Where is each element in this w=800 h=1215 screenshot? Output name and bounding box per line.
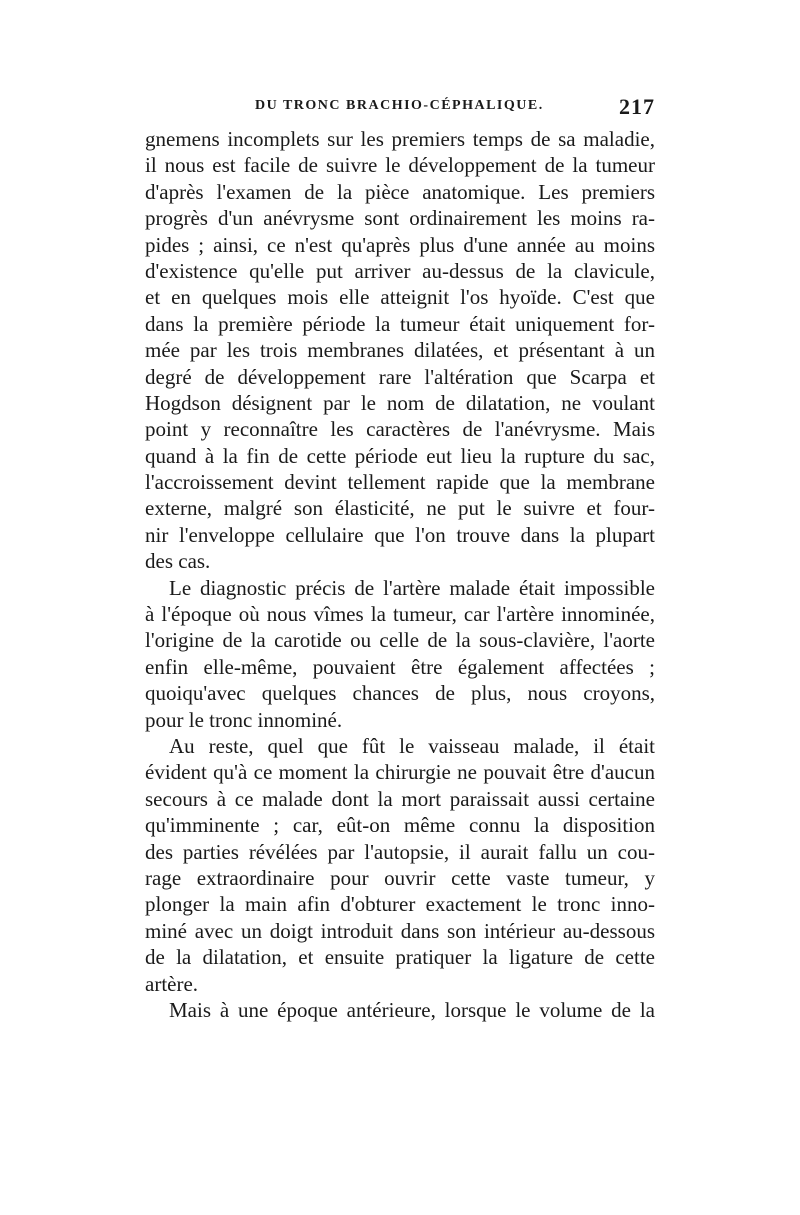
- running-head: [145, 94, 655, 122]
- text-line: Le diagnostic précis de l'artère malade était impossible: [169, 575, 655, 600]
- text-line: quand à la fin de cette période eut lieu la rupture du sac,: [145, 443, 655, 468]
- body-text: [145, 126, 655, 1023]
- text-line: point y reconnaître les caractères de l'anévrysme. Mais: [145, 417, 655, 442]
- text-line: de la dilatation, et ensuite pratiquer la ligature de cette: [145, 945, 655, 970]
- text-line: Au reste, quel que fût le vaisseau malade, il était: [169, 733, 655, 758]
- text-line: l'accroissement devint tellement rapide que la membrane: [145, 470, 655, 495]
- text-line: externe, malgré son élasticité, ne put le suivre et four-: [145, 496, 655, 521]
- text-line: Hogdson désignent par le nom de dilatation, ne voulant: [145, 390, 655, 415]
- text-line: dans la première période la tumeur était uniquement for-: [145, 311, 655, 336]
- text-line: à l'époque où nous vîmes la tumeur, car l'artère innominée,: [145, 602, 655, 627]
- text-line: il nous est facile de suivre le développement de la tumeur: [145, 153, 655, 178]
- text-line: évident qu'à ce moment la chirurgie ne pouvait être d'aucun: [145, 760, 655, 785]
- text-line: nir l'enveloppe cellulaire que l'on trouve dans la plupart: [145, 522, 655, 547]
- text-line: secours à ce malade dont la mort paraissait aussi certaine: [145, 786, 655, 811]
- text-line: enfin elle-même, pouvaient être également affectées ;: [145, 654, 655, 679]
- text-line: gnemens incomplets sur les premiers temps de sa maladie,: [145, 127, 655, 151]
- text-line: l'origine de la carotide ou celle de la sous-clavière, l'aorte: [145, 628, 655, 653]
- text-line: plonger la main afin d'obturer exactement le tronc inno-: [145, 892, 655, 917]
- text-line: des parties révélées par l'autopsie, il aurait fallu un cou-: [145, 839, 655, 864]
- text-line: miné avec un doigt introduit dans son intérieur au-dessous: [145, 918, 655, 943]
- text-line: pides ; ainsi, ce n'est qu'après plus d'une année au moins: [145, 232, 655, 257]
- text-line: progrès d'un anévrysme sont ordinairement les moins ra-: [145, 206, 655, 231]
- text-line: et en quelques mois elle atteignit l'os hyoïde. C'est que: [145, 285, 655, 310]
- text-line: degré de développement rare l'altération que Scarpa et: [145, 364, 655, 389]
- text-line: quoiqu'avec quelques chances de plus, nous croyons,: [145, 681, 655, 706]
- text-line: mée par les trois membranes dilatées, et présentant à un: [145, 338, 655, 363]
- text-line: qu'imminente ; car, eût-on même connu la disposition: [145, 813, 655, 838]
- text-line: d'existence qu'elle put arriver au-dessus de la clavicule,: [145, 258, 655, 283]
- text-line: Mais à une époque antérieure, lorsque le volume de la: [169, 997, 655, 1022]
- text-line: rage extraordinaire pour ouvrir cette vaste tumeur, y: [145, 865, 655, 890]
- text-line: d'après l'examen de la pièce anatomique. Les premiers: [145, 179, 655, 204]
- page-number: 217: [619, 94, 655, 119]
- text-line: pour le tronc innominé.: [145, 707, 343, 732]
- text-line: artère.: [145, 971, 199, 996]
- running-head-title: DU TRONC BRACHIO-CÉPHALIQUE.: [255, 98, 544, 113]
- text-line: des cas.: [145, 549, 211, 574]
